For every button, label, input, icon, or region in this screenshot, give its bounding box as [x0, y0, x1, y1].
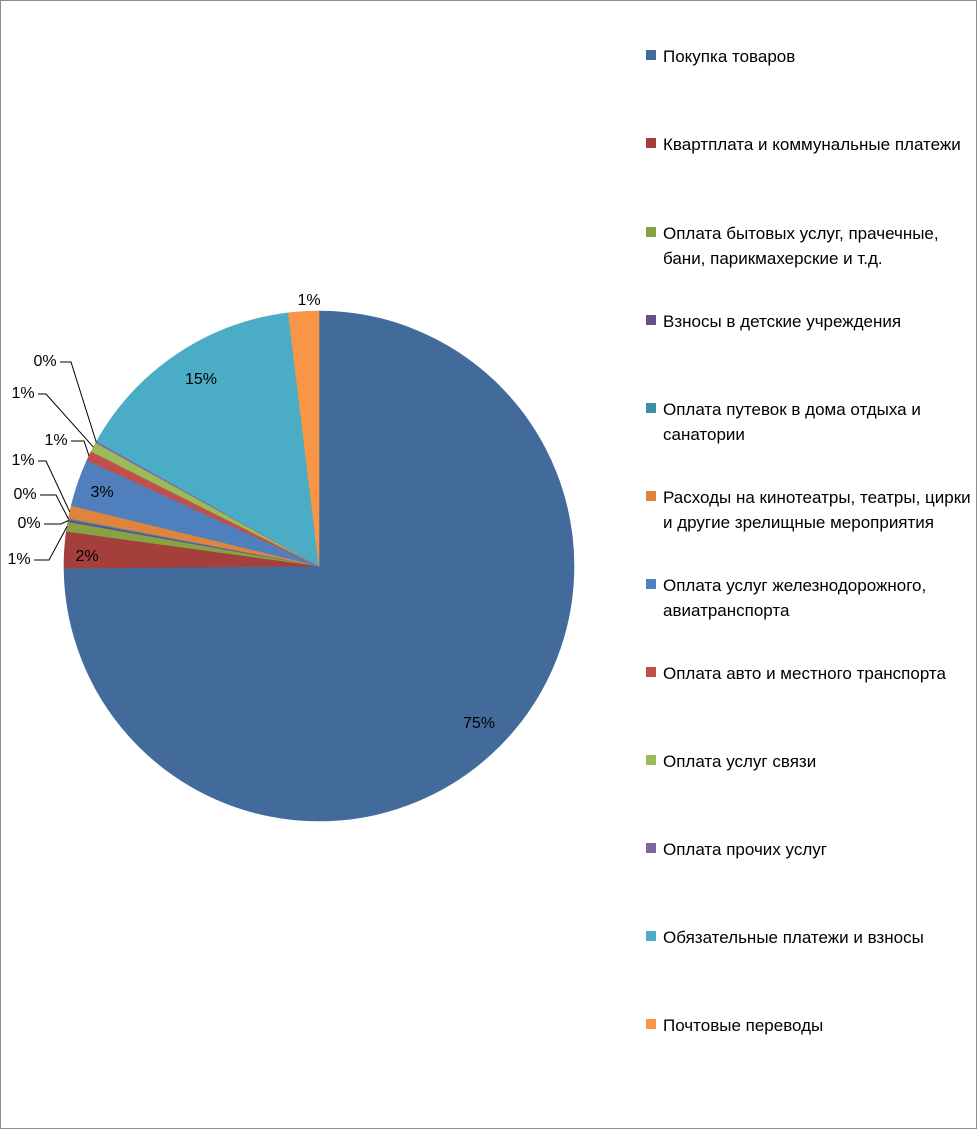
- data-label-6: 1%: [11, 452, 35, 470]
- legend-swatch-8: [646, 667, 656, 677]
- legend-item-10: [646, 837, 971, 862]
- legend-item-12: [646, 1013, 971, 1038]
- legend-swatch-12: [646, 1019, 656, 1029]
- legend-item-4: [646, 309, 971, 334]
- legend-swatch-11: [646, 931, 656, 941]
- legend-swatch-4: [646, 315, 656, 325]
- data-label-11: 15%: [184, 371, 218, 389]
- legend-item-9: [646, 749, 971, 774]
- legend-item-1: [646, 44, 971, 69]
- legend-label-12: Почтовые переводы: [663, 1016, 824, 1035]
- data-label-1: 75%: [462, 715, 496, 733]
- data-label-2: 2%: [75, 548, 99, 566]
- pie-slices: [64, 311, 574, 821]
- leader-line-6: [38, 461, 70, 512]
- data-label-10: 0%: [33, 353, 57, 371]
- data-label-3: 1%: [7, 551, 31, 569]
- data-label-9: 1%: [11, 385, 35, 403]
- legend-swatch-7: [646, 579, 656, 589]
- legend-item-6: [646, 485, 971, 535]
- legend-swatch-1: [646, 50, 656, 60]
- legend-label-3: Оплата бытовых услуг, прачечные, бани, парикмахерские и т.д.: [663, 224, 939, 268]
- legend-label-8: Оплата авто и местного транспорта: [663, 664, 946, 683]
- pie-chart: [1, 1, 641, 1128]
- legend-label-6: Расходы на кинотеатры, театры, цирки и другие зрелищные мероприятия: [663, 488, 971, 532]
- legend-item-5: [646, 397, 971, 447]
- legend-swatch-6: [646, 491, 656, 501]
- data-label-12: 1%: [297, 292, 321, 310]
- legend-label-10: Оплата прочих услуг: [663, 840, 827, 859]
- data-label-4: 0%: [17, 515, 41, 533]
- legend-label-11: Обязательные платежи и взносы: [663, 928, 924, 947]
- legend-label-7: Оплата услуг железнодорожного, авиатранспорта: [663, 576, 927, 620]
- legend-label-9: Оплата услуг связи: [663, 752, 817, 771]
- legend-label-5: Оплата путевок в дома отдыха и санатории: [663, 400, 921, 444]
- legend-swatch-2: [646, 138, 656, 148]
- data-label-7: 3%: [90, 484, 114, 502]
- legend-item-8: [646, 661, 971, 686]
- legend-swatch-5: [646, 403, 656, 413]
- legend-item-2: [646, 132, 971, 157]
- data-label-8: 1%: [44, 432, 68, 450]
- leader-line-5: [40, 495, 68, 519]
- legend-swatch-10: [646, 843, 656, 853]
- legend-label-1: Покупка товаров: [663, 47, 796, 66]
- legend-item-3: [646, 221, 971, 271]
- data-label-5: 0%: [13, 486, 37, 504]
- legend-item-11: [646, 925, 971, 950]
- legend-swatch-3: [646, 227, 656, 237]
- leader-line-8: [71, 441, 89, 456]
- legend-label-4: Взносы в детские учреждения: [663, 312, 902, 331]
- legend-item-7: [646, 573, 971, 623]
- legend-label-2: Квартплата и коммунальные платежи: [663, 135, 961, 154]
- leader-line-4: [44, 521, 68, 524]
- legend-swatch-9: [646, 755, 656, 765]
